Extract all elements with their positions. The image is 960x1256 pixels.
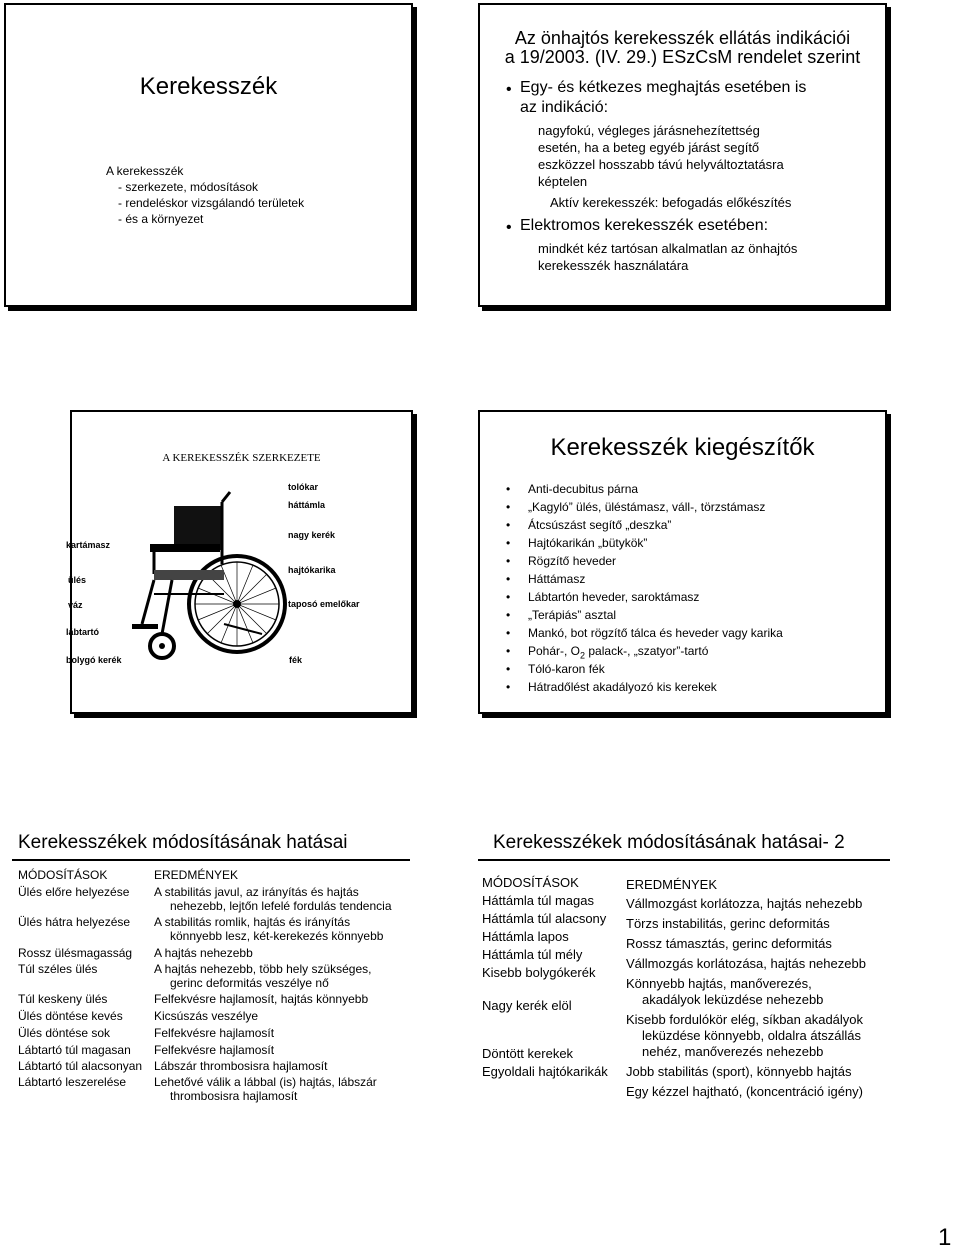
slide-1-description	[106, 163, 305, 227]
slide-4-title: Kerekesszék kiegészítők	[550, 434, 815, 461]
list-item: • Lábtartón heveder, saroktámasz	[528, 590, 699, 604]
bullet-dot: •	[506, 81, 512, 98]
slide-3-title: A KEREKESSZÉK SZERKEZETE	[162, 452, 321, 464]
result-cell: könnyebb lesz, két-kerekezés könnyebb	[170, 929, 384, 943]
result-cell: akadályok leküzdése nehezebb	[642, 992, 824, 1007]
mod-cell: Háttámla túl mély	[482, 947, 583, 962]
wheelchair-icon	[132, 484, 282, 664]
list-item: • Rögzítő heveder	[528, 554, 616, 568]
result-cell: Felfekvésre hajlamosít	[154, 1026, 275, 1040]
result-cell: Vállmozgás korlátozása, hajtás nehezebb	[626, 956, 866, 971]
list-item-text: Pohár-, O	[528, 644, 581, 658]
mod-cell: Nagy kerék elöl	[482, 998, 572, 1013]
result-cell: nehezebb, lejtőn lefelé fordulás tendencia	[170, 899, 392, 913]
label-fek: fék	[289, 655, 303, 665]
title-line: a 19/2003. (IV. 29.) ESzCsM rendelet szerint	[504, 47, 861, 67]
page-number: 1	[938, 1224, 952, 1251]
col-header-results: EREDMÉNYEK	[626, 877, 718, 892]
mod-cell: Ülés hátra helyezése	[18, 915, 131, 929]
result-cell: Rossz támasztás, gerinc deformitás	[626, 936, 832, 951]
label-tolokar: tolókar	[288, 482, 319, 492]
label-hajtokarika: hajtókarika	[288, 565, 336, 575]
result-cell: Törzs instabilitás, gerinc deformitás	[626, 916, 830, 931]
mod-cell: Ülés döntése kevés	[18, 1009, 123, 1023]
list-item: • Anti-decubitus párna	[528, 482, 638, 496]
mod-cell: Lábtartó leszerelése	[18, 1075, 127, 1089]
desc-line: - rendeléskor vizsgálandó területek	[118, 196, 305, 210]
slide-1-title: Kerekesszék	[139, 73, 278, 100]
slide-4	[478, 410, 887, 714]
section-2-title: Kerekesszékek módosításának hatásai- 2	[493, 832, 845, 853]
bullet-text: Elektromos kerekesszék esetében:	[520, 217, 769, 234]
result-cell: Felfekvésre hajlamosít, hajtás könnyebb	[154, 992, 369, 1006]
label-hattamla: háttámla	[288, 500, 326, 510]
mod-cell: Lábtartó túl magasan	[18, 1043, 131, 1057]
result-cell: gerinc deformitás veszélye nő	[170, 976, 329, 990]
sub-text: nagyfokú, végleges járásnehezítettség	[538, 123, 760, 138]
result-cell: leküzdése könnyebb, oldalra átszállás	[642, 1028, 861, 1043]
result-cell: Egy kézzel hajtható, (koncentráció igény)	[626, 1084, 864, 1099]
label-labtarto: lábtartó	[66, 627, 100, 637]
result-cell: Jobb stabilitás (sport), könnyebb hajtás	[626, 1064, 852, 1079]
mod-cell: Háttámla lapos	[482, 929, 569, 944]
desc-line: - szerkezete, módosítások	[118, 180, 259, 194]
mod-cell: Rossz ülésmagasság	[18, 946, 133, 960]
mod-cell: Ülés előre helyezése	[18, 885, 130, 899]
result-cell: A stabilitás javul, az irányítás és hajtás	[154, 885, 359, 899]
list-item: • Mankó, bot rögzítő tálca és heveder vagy karika	[528, 626, 783, 640]
list-item	[528, 644, 708, 660]
label-nagy-kerek: nagy kerék	[288, 530, 336, 540]
result-cell: Kicsúszás veszélye	[154, 1009, 259, 1023]
label-taposo: taposó emelőkar	[288, 599, 360, 609]
slide-1	[4, 3, 413, 307]
slide-3	[66, 410, 413, 714]
list-item-subscript: 2	[580, 650, 586, 661]
bullet-text: Egy- és kétkezes meghajtás esetében is	[520, 79, 807, 96]
sub-text: képtelen	[538, 174, 588, 189]
mod-cell: Döntött kerekek	[482, 1046, 574, 1061]
result-cell: A hajtás nehezebb	[154, 946, 253, 960]
label-bolygo: bolygó kerék	[66, 655, 122, 665]
col-header-modifications: MÓDOSÍTÁSOK	[18, 868, 108, 882]
list-item: • Hátradőlést akadályozó kis kerekek	[528, 680, 717, 694]
mod-cell: Kisebb bolygókerék	[482, 965, 596, 980]
sub-text: kerekesszék használatára	[538, 258, 689, 273]
result-cell: Kisebb fordulókör elég, síkban akadályok	[626, 1012, 864, 1027]
section-2-divider	[478, 859, 890, 861]
mod-cell: Egyoldali hajtókarikák	[482, 1064, 608, 1079]
list-item: • Háttámasz	[528, 572, 585, 586]
result-cell: Könnyebb hajtás, manőverezés,	[626, 976, 812, 991]
result-cell: A hajtás nehezebb, több hely szükséges,	[154, 962, 372, 976]
list-item: • Átcsúszást segítő „deszka”	[528, 518, 671, 532]
list-item: • Tóló-karon fék	[528, 662, 605, 676]
mod-cell: Lábtartó túl alacsonyan	[18, 1059, 143, 1073]
col-header-results: EREDMÉNYEK	[154, 868, 239, 882]
bullet-dot: •	[506, 219, 512, 236]
mod-cell: Túl keskeny ülés	[18, 992, 108, 1006]
mod-cell: Túl széles ülés	[18, 962, 98, 976]
result-cell: Felfekvésre hajlamosít	[154, 1043, 275, 1057]
bullet-text: az indikáció:	[520, 99, 609, 116]
label-ules: ülés	[68, 575, 87, 585]
label-kartamasz: kartámasz	[66, 540, 111, 550]
result-cell: Lábszár thrombosisra hajlamosít	[154, 1059, 328, 1073]
list-item: • „Terápiás” asztal	[528, 608, 616, 622]
mod-cell: Háttámla túl magas	[482, 893, 594, 908]
result-cell: A stabilitás romlik, hajtás és irányítás	[154, 915, 351, 929]
sub-text: eszközzel hosszabb távú helyváltoztatásra	[538, 157, 784, 172]
label-vaz: váz	[68, 600, 83, 610]
desc-line: - és a környezet	[118, 212, 204, 226]
sub-text: esetén, ha a beteg egyéb járást segítő	[538, 140, 760, 155]
result-cell: thrombosisra hajlamosít	[170, 1089, 298, 1103]
mod-cell: Ülés döntése sok	[18, 1026, 111, 1040]
sub-text: mindkét kéz tartósan alkalmatlan az önhajtós	[538, 241, 798, 256]
section-1-divider	[12, 859, 410, 861]
sub-text: Aktív kerekesszék: befogadás előkészítés	[550, 195, 792, 210]
slide-2	[478, 3, 887, 307]
slide-2-title	[490, 29, 875, 67]
list-item-text: palack-, „szatyor”-tartó	[585, 644, 709, 658]
result-cell: nehéz, manőverezés nehezebb	[642, 1044, 824, 1059]
list-item: • Hajtókarikán „bütykök”	[528, 536, 647, 550]
desc-line: A kerekesszék	[106, 164, 184, 178]
section-1-title: Kerekesszékek módosításának hatásai	[18, 832, 348, 853]
title-line: Az önhajtós kerekesszék ellátás indikációi	[514, 28, 851, 48]
mod-cell: Háttámla túl alacsony	[482, 911, 607, 926]
result-cell: Lehetővé válik a lábbal (is) hajtás, lábszár	[154, 1075, 377, 1089]
col-header-modifications: MÓDOSÍTÁSOK	[482, 875, 579, 890]
result-cell: Vállmozgást korlátozza, hajtás nehezebb	[626, 896, 863, 911]
list-item: • „Kagyló” ülés, üléstámasz, váll-, törzstámasz	[528, 500, 765, 514]
